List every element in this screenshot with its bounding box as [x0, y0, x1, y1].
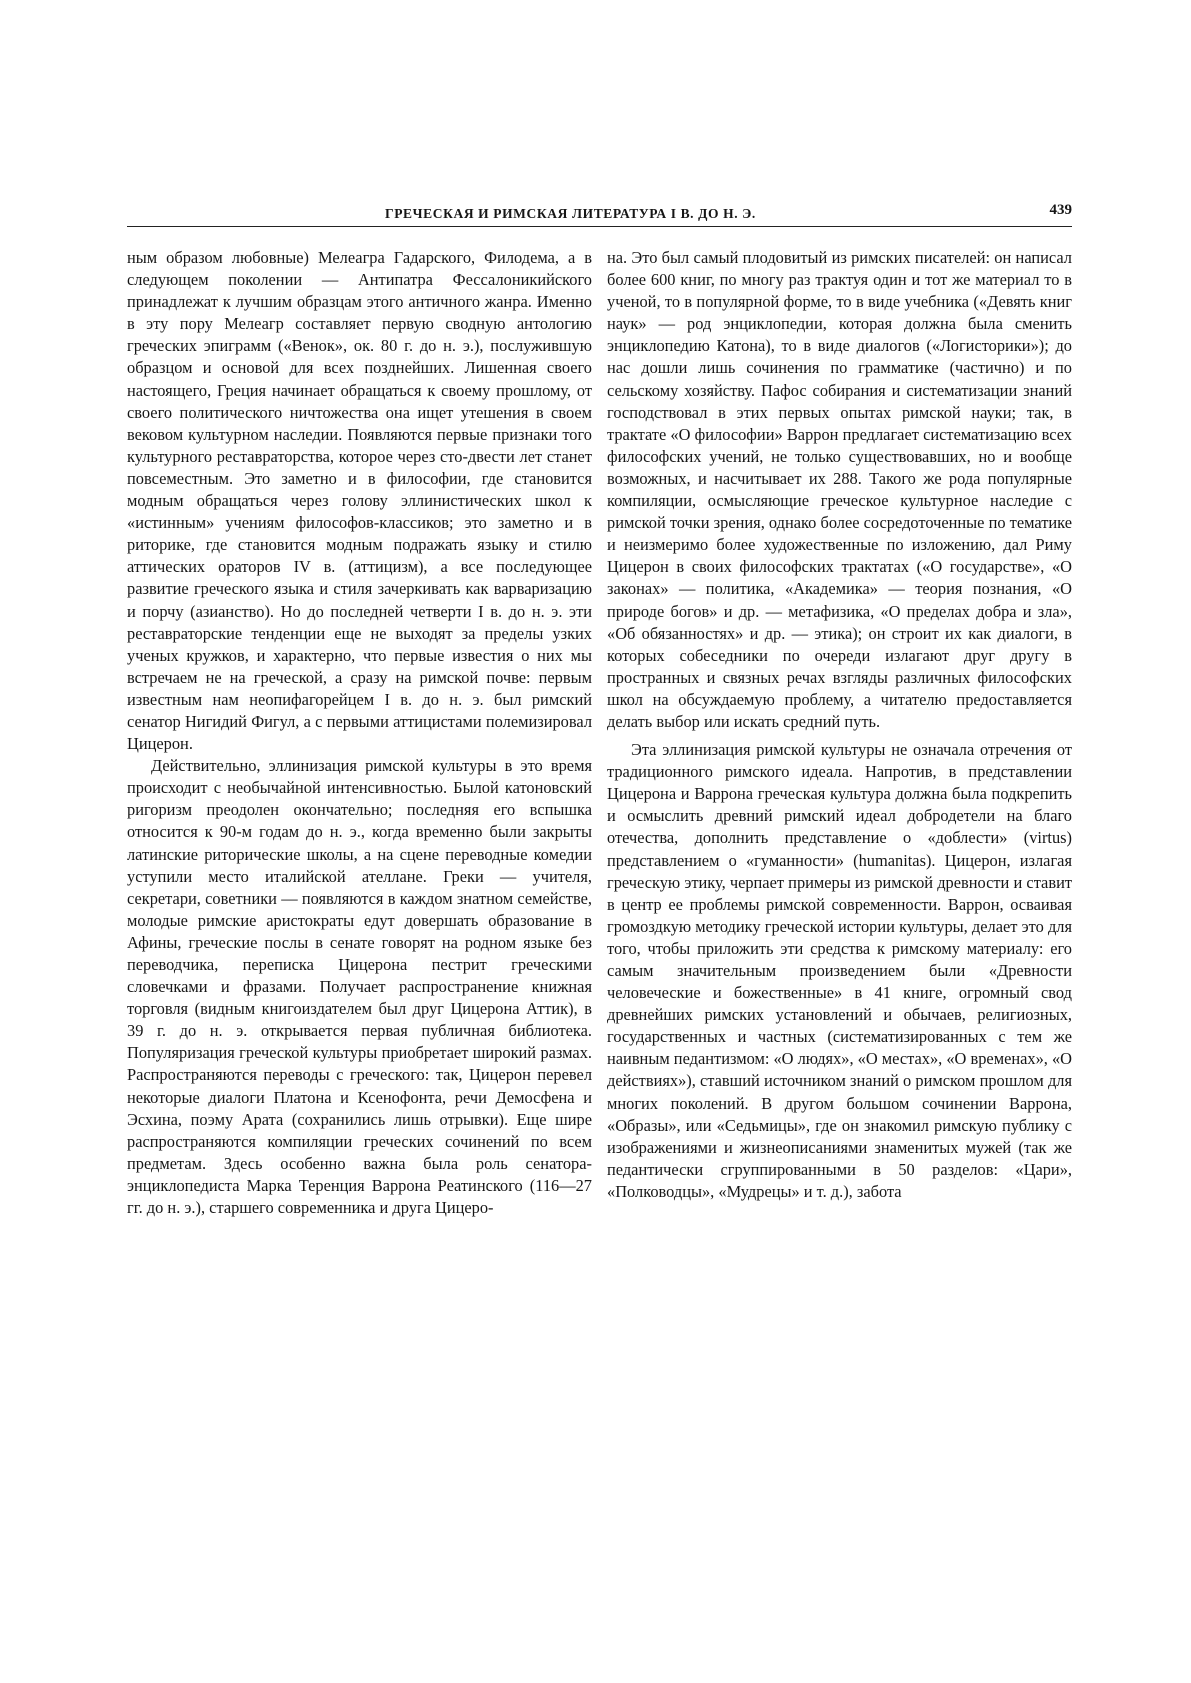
header-rule	[127, 226, 1072, 227]
right-column	[607, 247, 1072, 1203]
running-head	[127, 200, 1072, 230]
left-column	[127, 247, 592, 1219]
running-title: ГРЕЧЕСКАЯ И РИМСКАЯ ЛИТЕРАТУРА I В. ДО Н. Э.	[385, 206, 756, 221]
paragraph: Действительно, эллинизация римской культуры в это время происходит с необычайной интенсивностью. Былой катоновский ригоризм преодолен окончательно; последняя его вспышка относится к 90-м годам до н. э., когда временно были закрыты латинские риторические школы, а на сцене переводные комедии уступили место италийской ателлане. Греки — учителя, секретари, советники — появляются в каждом знатном семействе, молодые римские аристократы едут довершать образование в Афины, греческие послы в сенате говорят на родном языке без переводчика, переписка Цицерона пестрит греческими словечками и фразами. Получает распространение книжная торговля (видным книгоиздателем был друг Цицерона Аттик), в 39 г. до н. э. открывается первая публичная библиотека. Популяризация греческой культуры приобретает широкий размах. Распространяются переводы с греческого: так, Цицерон перевел некоторые диалоги Платона и Ксенофонта, речи Демосфена и Эсхина, поэму Арата (сохранились лишь отрывки). Еще шире распространяются компиляции греческих сочинений по всем предметам. Здесь особенно важна была роль сенатора-энциклопедиста Марка Теренция Варрона Реатинского (116—27 гг. до н. э.), старшего современника и друга Цицеро-	[127, 756, 592, 1218]
page-number: 439	[1049, 202, 1072, 218]
paragraph: на. Это был самый плодовитый из римских писателей: он написал более 600 книг, по многу раз трактуя один и тот же материал то в ученой, то в популярной форме, то в виде учебника («Девять книг наук» — род энциклопедии, которая должна была сменить энциклопедию Катона), то в виде диалогов («Логисторики»); до нас дошли лишь сочинения по грамматике (частично) и по сельскому хозяйству. Пафос собирания и систематизации знаний господствовал в этих первых опытах римской науки; так, в трактате «О философии» Варрон предлагает систематизацию всех философских учений, не только существовавших, но и вообще возможных, и насчитывает их 288. Такого же рода популярные компиляции, осмысляющие греческое культурное наследие с римской точки зрения, однако более сосредоточенные по тематике и неизмеримо более художественные по изложению, дал Риму Цицерон в своих философских трактатах («О государстве», «О законах» — политика, «Академика» — теория познания, «О природе богов» и др. — метафизика, «О пределах добра и зла», «Об обязанностях» и др. — этика); он строит их как диалоги, в которых собеседники по очереди излагают друг другу в пространных и связных речах взгляды различных философских школ на обсуждаемую проблему, а читателю предоставляется делать выбор или искать средний путь.	[607, 248, 1072, 731]
paragraph: Эта эллинизация римской культуры не означала отречения от традиционного римского идеала. Напротив, в представлении Цицерона и Варрона греческая культура должна была подкрепить и осмыслить древний римский идеал добродетели на благо отечества, дополнить представление о «доблести» (virtus) представлением о «гуманности» (humanitas). Цицерон, излагая греческую этику, черпает примеры из римской древности и ставит в центр ее проблемы римской современности. Варрон, осваивая громоздкую методику греческой истории культуры, делает это для того, чтобы приложить эти средства к римскому материалу: его самым значительным произведением были «Древности человеческие и божественные» в 41 книге, огромный свод древнейших римских установлений и обычаев, религиозных, государственных и частных (систематизированных с тем же наивным педантизмом: «О людях», «О местах», «О временах», «О действиях»), ставший источником знаний о римском прошлом для многих поколений. В другом большом сочинении Варрона, «Образы», или «Седьмицы», где он знакомил римскую публику с изображениями и жизнеописаниями знаменитых мужей (так же педантически сгруппированными в 50 разделов: «Цари», «Полководцы», «Мудрецы» и т. д.), забота	[607, 740, 1073, 1201]
paragraph: ным образом любовные) Мелеагра Гадарского, Филодема, а в следующем поколении — Антипатра Фессалоникийского принадлежат к лучшим образцам этого античного жанра. Именно в эту пору Мелеагр составляет первую сводную антологию греческих эпиграмм («Венок», ок. 80 г. до н. э.), послужившую образцом и основой для всех позднейших. Лишенная своего настоящего, Греция начинает обращаться к своему прошлому, от своего политического ничтожества она ищет утешения в своем вековом культурном наследии. Появляются первые признаки того культурного реставраторства, которое через сто-двести лет станет повсеместным. Это заметно и в философии, где становится модным обращаться через голову эллинистических школ к «истинным» учениям философов-классиков; это заметно и в риторике, где становится модным подражать языку и стилю аттических ораторов IV в. (аттицизм), а все последующее развитие греческого языка и стиля зачеркивать как варваризацию и порчу (азианство). Но до последней четверти I в. до н. э. эти реставраторские тенденции еще не выходят за пределы узких ученых кружков, и характерно, что первые известия о них мы встречаем не на греческой, а сразу на римской почве: первым известным нам неопифагорейцем I в. до н. э. был римский сенатор Нигидий Фигул, а с первыми аттицистами полемизировал Цицерон.	[127, 248, 592, 754]
